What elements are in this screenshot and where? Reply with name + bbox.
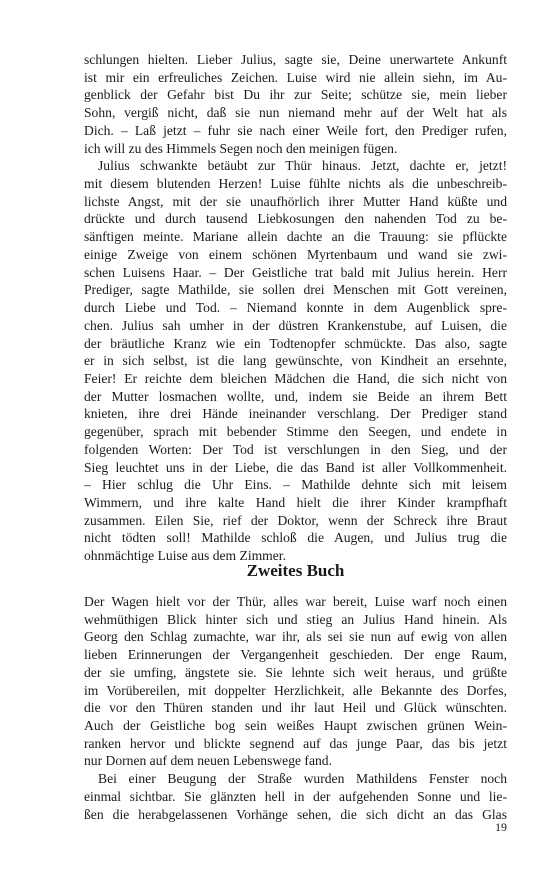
text-line: – Hier schlug die Uhr Eins. – Mathilde dehnte sich mit leisem [84, 477, 507, 493]
text-line: Julius schwankte betäubt zur Thür hinaus. Jetzt, dachte er, jetzt! [98, 158, 507, 174]
text-line: einige Zweige von einem schönen Myrtenbaum und wand sie zwi- [84, 246, 507, 262]
text-line: genblick der Gefahr bist Du ihr zur Seite; schütze sie, mein lieber [84, 87, 507, 103]
text-line: im Vorübereilen, mit doppelter Herzlichkeit, alle Bekannte des Dorfes, [84, 682, 507, 698]
text-line: der Mutter losmachen wollte, und, indem sie Beide an ihrem Bett [84, 388, 507, 404]
text-line: lieben Erinnerungen der Vergangenheit geschieden. Der enge Raum, [84, 647, 507, 663]
text-block-upper [84, 51, 507, 565]
text-line: einmal sichtbar. Sie glänzten hell in der aufgehenden Sonne und lie- [84, 788, 507, 804]
text-line: gegenüber, sprach mit bebender Stimme den Seegen, und endete in [84, 424, 507, 440]
text-line: nicht tödten soll! Mathilde schloß die Augen, und Julius trug die [84, 530, 507, 546]
paragraph-3 [84, 593, 507, 770]
paragraph-4 [84, 770, 507, 823]
text-line: nur Dornen auf dem neuen Lebenswege fand. [84, 753, 332, 769]
text-line: Feier! Er reichte dem bleichen Mädchen die Hand, die sich nicht von [84, 370, 507, 386]
text-line: ohnmächtige Luise aus dem Zimmer. [84, 548, 286, 564]
paragraph-2 [84, 157, 507, 565]
text-line: Wimmern, und ihre kalte Hand hielt die ihrer Kinder krampfhaft [84, 494, 507, 510]
text-line: schen Luisens Haar. – Der Geistliche trat bald mit Julius herein. Herr [84, 264, 507, 280]
text-line: chen. Julius sah umher in der düstren Krankenstube, auf Luisen, die [84, 317, 507, 333]
text-line: die vor den Thüren standen und ihr laut Heil und Glück wünschten. [84, 700, 507, 716]
text-line: wehmüthigen Blick hinter sich und stieg an Julius Hand hinein. Als [84, 611, 507, 627]
text-line: sänftigen meinte. Mariane allein dachte an die Trauung: sie pflückte [84, 229, 507, 245]
text-line: Der Wagen hielt vor der Thür, alles war bereit, Luise warf noch einen [84, 594, 507, 609]
paragraph-1 [84, 51, 507, 157]
text-line: knieten, ihre drei Hände ineinander verschlang. Der Prediger stand [84, 406, 507, 422]
text-line: ßen die herabgelassenen Vorhänge sehen, die sich dicht an das Glas [84, 806, 507, 822]
text-line: Prediger, sagte Mathilde, sie sollen drei Menschen mit Gott vereinen, [84, 282, 507, 298]
text-line: ist mir ein erfreuliches Zeichen. Luise wird nie allein siehn, im Au- [84, 69, 507, 85]
page-number: 19 [495, 820, 507, 834]
text-line: schlungen hielten. Lieber Julius, sagte sie, Deine unerwartete Ankunft [84, 52, 507, 67]
text-line: durch Liebe und Tod. – Niemand konnte in dem Augenblick spre- [84, 300, 507, 316]
text-line: mit diesem blutenden Herzen! Luise fühlte nichts als die unbeschreib- [84, 176, 507, 192]
text-line: folgenden Worten: Der Tod ist verschlungen in den Sieg, und der [84, 441, 507, 457]
text-line: ich will zu des Himmels Segen noch den meinigen fügen. [84, 140, 398, 156]
chapter-heading: Zweites Buch [246, 561, 345, 580]
text-line: Auch der Geistliche bog sein weißes Haupt zwischen grünen Wein- [84, 718, 507, 734]
text-line: Sohn, vergiß nicht, daß sie nun niemand mehr auf der Welt hat als [84, 105, 507, 121]
text-line: der sie umfing, ängstete sie. Sie lehnte sich weit heraus, und grüßte [84, 664, 507, 680]
text-line: er in sich selbst, ist die lang gewünschte, von Kindheit an ersehnte, [84, 353, 507, 369]
text-line: Georg den Schlag zumachte, war ihr, als sei sie nun auf ewig von allen [84, 629, 507, 645]
text-line: der bräutliche Kranz wie ein Todtenopfer schmückte. Das also, sagte [84, 335, 507, 351]
text-line: zusammen. Eilen Sie, rief der Doktor, wenn der Schreck ihre Braut [84, 512, 507, 528]
text-line: Bei einer Beugung der Straße wurden Mathildens Fenster noch [98, 771, 507, 787]
text-line: ranken hervor und blickte segnend auf das junge Paar, das bis jetzt [84, 735, 507, 751]
text-line: Sieg leuchtet uns in der Liebe, die das Band ist aller Vollkommenheit. [84, 459, 507, 475]
text-block-lower [84, 593, 507, 823]
text-line: Dich. – Laß jetzt – fuhr sie nach einer Weile fort, den Prediger rufen, [84, 122, 507, 138]
text-line: drückte und durch tausend Liebkosungen den nahenden Tod zu be- [84, 211, 507, 227]
text-line: lichste Angst, mit der sie unaufhörlich ihrer Mutter Hand küßte und [84, 193, 507, 209]
